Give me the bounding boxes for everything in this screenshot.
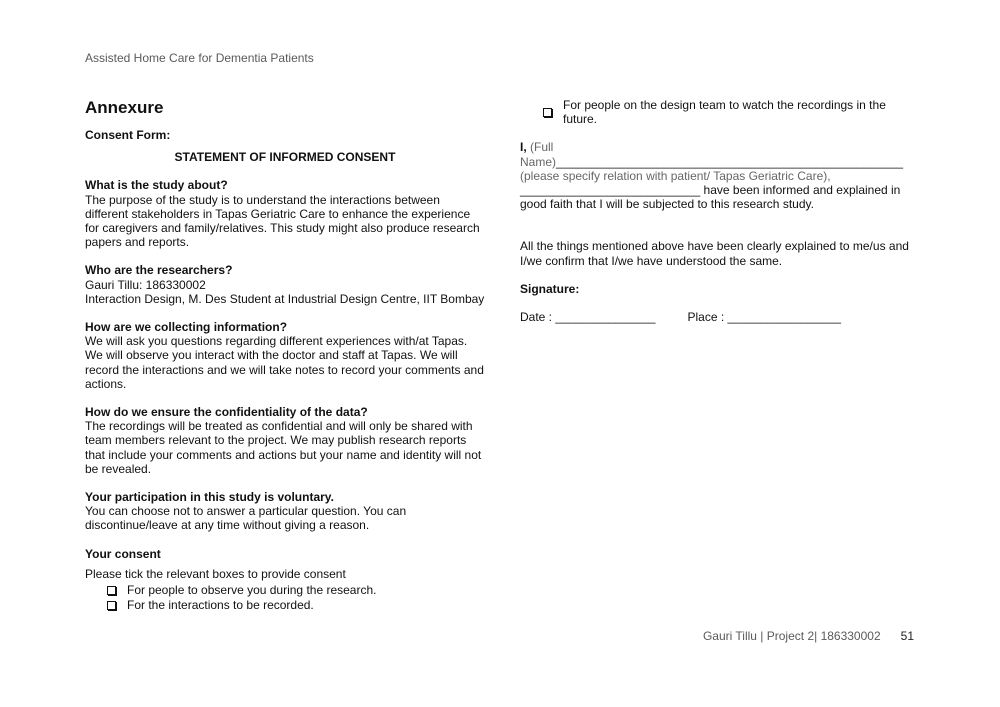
section-heading: What is the study about? [85,178,228,193]
checkbox-icon[interactable] [543,108,552,117]
left-column [85,98,485,613]
signature-label: Signature: [520,281,580,296]
page-number: 51 [900,629,914,643]
section-voluntary [85,490,485,533]
researcher-affiliation: Interaction Design, M. Des Student at Industrial Design Centre, IIT Bombay [85,291,485,306]
right-column [520,98,920,324]
consent-item-observe[interactable] [107,583,485,598]
consent-intro: Please tick the relevant boxes to provide consent [85,566,346,581]
informed-text: have been informed and explained in good faith that I will be subjected to this research study. [520,183,901,212]
confirm-paragraph: All the things mentioned above have been clearly explained to me/us and I/we confirm that I/we have understood the same. [520,239,909,268]
section-researchers [85,263,485,306]
date-place-row [520,310,920,324]
consent-checkbox-list [85,583,485,613]
relation-line[interactable]: ___________________________ [520,183,701,198]
i-label: I, [520,140,527,155]
section-study-about [85,178,485,249]
consent-item-future[interactable] [520,98,920,126]
page-footer [703,629,914,643]
annexure-heading: Annexure [85,98,164,117]
running-header-title: Assisted Home Care for Dementia Patients [85,51,314,65]
statement-title: STATEMENT OF INFORMED CONSENT [174,150,396,165]
section-heading: How are we collecting information? [85,320,288,335]
section-confidentiality [85,405,485,476]
footer-text: Gauri Tillu | Project 2| 186330002 [702,629,881,643]
consent-heading: Your consent [85,546,161,561]
consent-form-label: Consent Form: [85,128,171,142]
researcher-name: Gauri Tillu: 186330002 [85,277,206,292]
full-name-line[interactable]: ____________________________________________________ [556,154,904,169]
date-field[interactable]: Date : _______________ [520,310,656,325]
section-body: You can choose not to answer a particular question. You can discontinue/leave at any time without giving a reason. [85,504,407,533]
consent-item-record[interactable] [107,598,485,613]
checkbox-icon[interactable] [107,601,116,610]
section-body: We will ask you questions regarding different experiences with/at Tapas. We will observe you interact with the doctor and staff at Tapas. We will record the interactions and we will take notes to record your comments and actions. [85,334,484,391]
section-body: The recordings will be treated as confidential and will only be shared with team members relevant to the project. We may publish research reports that include your comments and actions but your name and identity will not be revealed. [85,419,482,476]
consent-item-label: For the interactions to be recorded. [127,598,314,613]
consent-item-label: For people on the design team to watch the recordings in the future. [563,98,886,127]
checkbox-icon[interactable] [107,586,116,595]
relation-hint: (please specify relation with patient/ Tapas Geriatric Care), [520,168,831,183]
full-name-hint: (Full Name) [520,140,557,169]
section-body: The purpose of the study is to understand the interactions between different stakeholders in Tapas Geriatric Care to enhance the experience for caregivers and family/relatives. This study might also produce research papers and reports. [85,192,480,250]
consent-item-label: For people to observe you during the research. [127,583,377,598]
section-heading: Your participation in this study is voluntary. [85,490,334,505]
section-heading: How do we ensure the confidentiality of the data? [85,405,368,420]
declaration-paragraph [520,140,920,211]
place-field[interactable]: Place : _________________ [687,310,841,325]
section-heading: Who are the researchers? [85,263,233,278]
section-collecting-info [85,320,485,391]
